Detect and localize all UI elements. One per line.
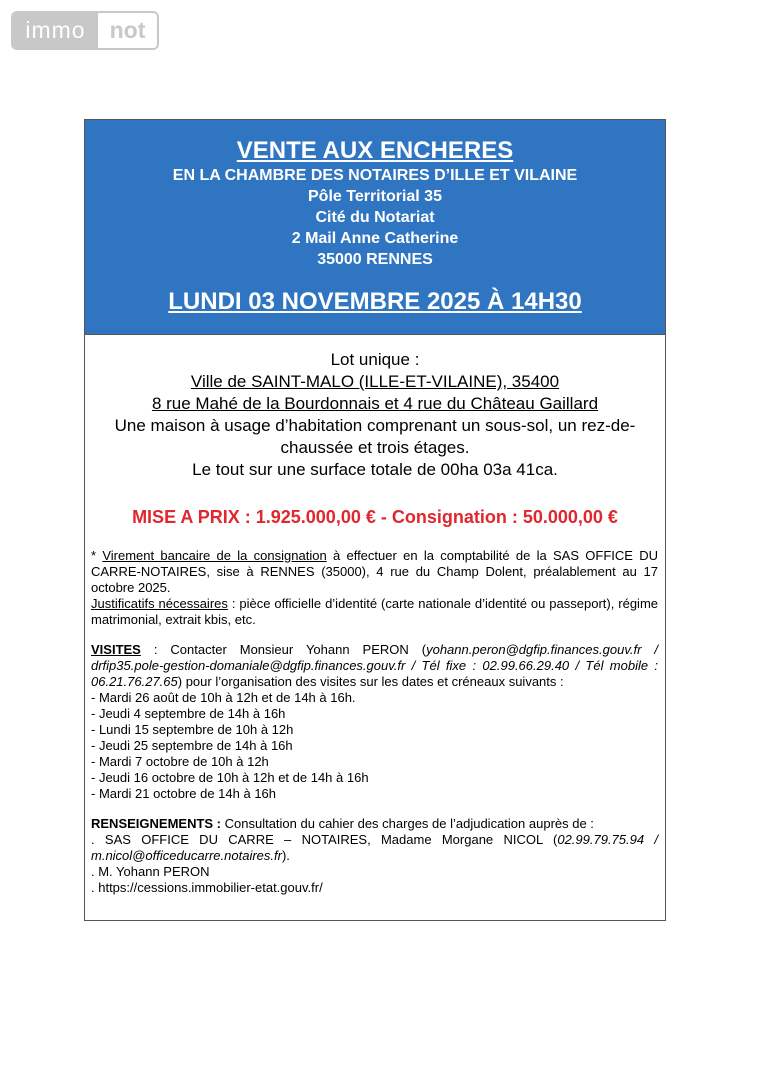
immonot-logo [11, 11, 159, 50]
lot-label: Lot unique : [330, 350, 420, 369]
consignation-paragraph [85, 548, 665, 628]
visit-date: - Mardi 21 octobre de 14h à 16h [91, 786, 277, 801]
renseignements-intro: Consultation du cahier des charges de l’adjudication auprès de : [221, 816, 594, 831]
visites-outro: ) pour l’organisation des visites sur les dates et créneaux suivants : [177, 674, 564, 689]
street-address: 2 Mail Anne Catherine [291, 230, 459, 247]
lot-section [85, 335, 665, 481]
lot-surface: Le tout sur une surface totale de 00ha 03a 41ca. [192, 460, 558, 479]
visites-intro: : Contacter Monsieur Yohann PERON ( [140, 642, 427, 657]
notice-title: VENTE AUX ENCHERES [236, 137, 514, 164]
consignation-prefix: * [91, 548, 103, 563]
office-contact: 02.99.79.75.94 / m.nicol@officeducarre.notaires.fr [91, 832, 658, 863]
justificatifs-text: : pièce officielle d’identité (carte nationale d’identité ou passeport), régime matrimonial, extrait kbis, etc. [91, 596, 658, 627]
chamber-name: EN LA CHAMBRE DES NOTAIRES D’ILLE ET VILAINE [172, 167, 578, 184]
auction-notice [84, 119, 666, 921]
visit-date: - Mardi 7 octobre de 10h à 12h [91, 754, 269, 769]
website-link[interactable]: . https://cessions.immobilier-etat.gouv.fr/ [91, 880, 323, 895]
office-suffix: ). [281, 848, 290, 863]
visit-date: - Jeudi 4 septembre de 14h à 16h [91, 706, 286, 721]
cite-notariat: Cité du Notariat [315, 209, 435, 226]
auction-date: LUNDI 03 NOVEMBRE 2025 À 14H30 [168, 288, 582, 315]
notice-header [85, 120, 665, 335]
contact-person: . M. Yohann PERON [91, 864, 210, 879]
logo-left-text: immo [13, 13, 98, 48]
consignation-text: à effectuer en la comptabilité de la SAS OFFICE DU CARRE-NOTAIRES, sise à RENNES (35000), 4 rue du Champ Dolent, préalablement au 17 octobre 2025. [91, 548, 658, 595]
renseignements-label: RENSEIGNEMENTS : [91, 816, 222, 831]
visit-date: - Jeudi 25 septembre de 14h à 16h [91, 738, 293, 753]
visites-paragraph [85, 642, 665, 802]
postal-city: 35000 RENNES [317, 251, 433, 268]
lot-description: Une maison à usage d’habitation comprenant un sous-sol, un rez-de-chaussée et trois étages. [114, 416, 636, 457]
visites-label: VISITES [91, 642, 141, 657]
visit-date: - Mardi 26 août de 10h à 12h et de 14h à 16h. [91, 690, 356, 705]
pole-territorial: Pôle Territorial 35 [308, 188, 442, 205]
office-prefix: . SAS OFFICE DU CARRE – NOTAIRES, Madame Morgane NICOL ( [91, 832, 558, 847]
justificatifs-label: Justificatifs nécessaires [91, 596, 228, 611]
visit-date: - Jeudi 16 octobre de 10h à 12h et de 14h à 16h [91, 770, 369, 785]
consignation-link: Virement bancaire de la consignation [102, 548, 327, 563]
visites-contacts: yohann.peron@dgfip.finances.gouv.fr / drfip35.pole-gestion-domaniale@dgfip.finances.gouv.fr / Tél fixe : 02.99.66.29.40 / Tél mobile : 06.21.76.27.65 [91, 642, 658, 689]
mise-a-prix: MISE A PRIX : 1.925.000,00 € - Consignation : 50.000,00 € [132, 507, 618, 527]
renseignements-paragraph [85, 816, 665, 896]
lot-address: 8 rue Mahé de la Bourdonnais et 4 rue du Château Gaillard [151, 394, 599, 413]
logo-right-text: not [98, 13, 157, 48]
lot-city: Ville de SAINT-MALO (ILLE-ET-VILAINE), 35400 [190, 372, 560, 391]
visit-date: - Lundi 15 septembre de 10h à 12h [91, 722, 294, 737]
